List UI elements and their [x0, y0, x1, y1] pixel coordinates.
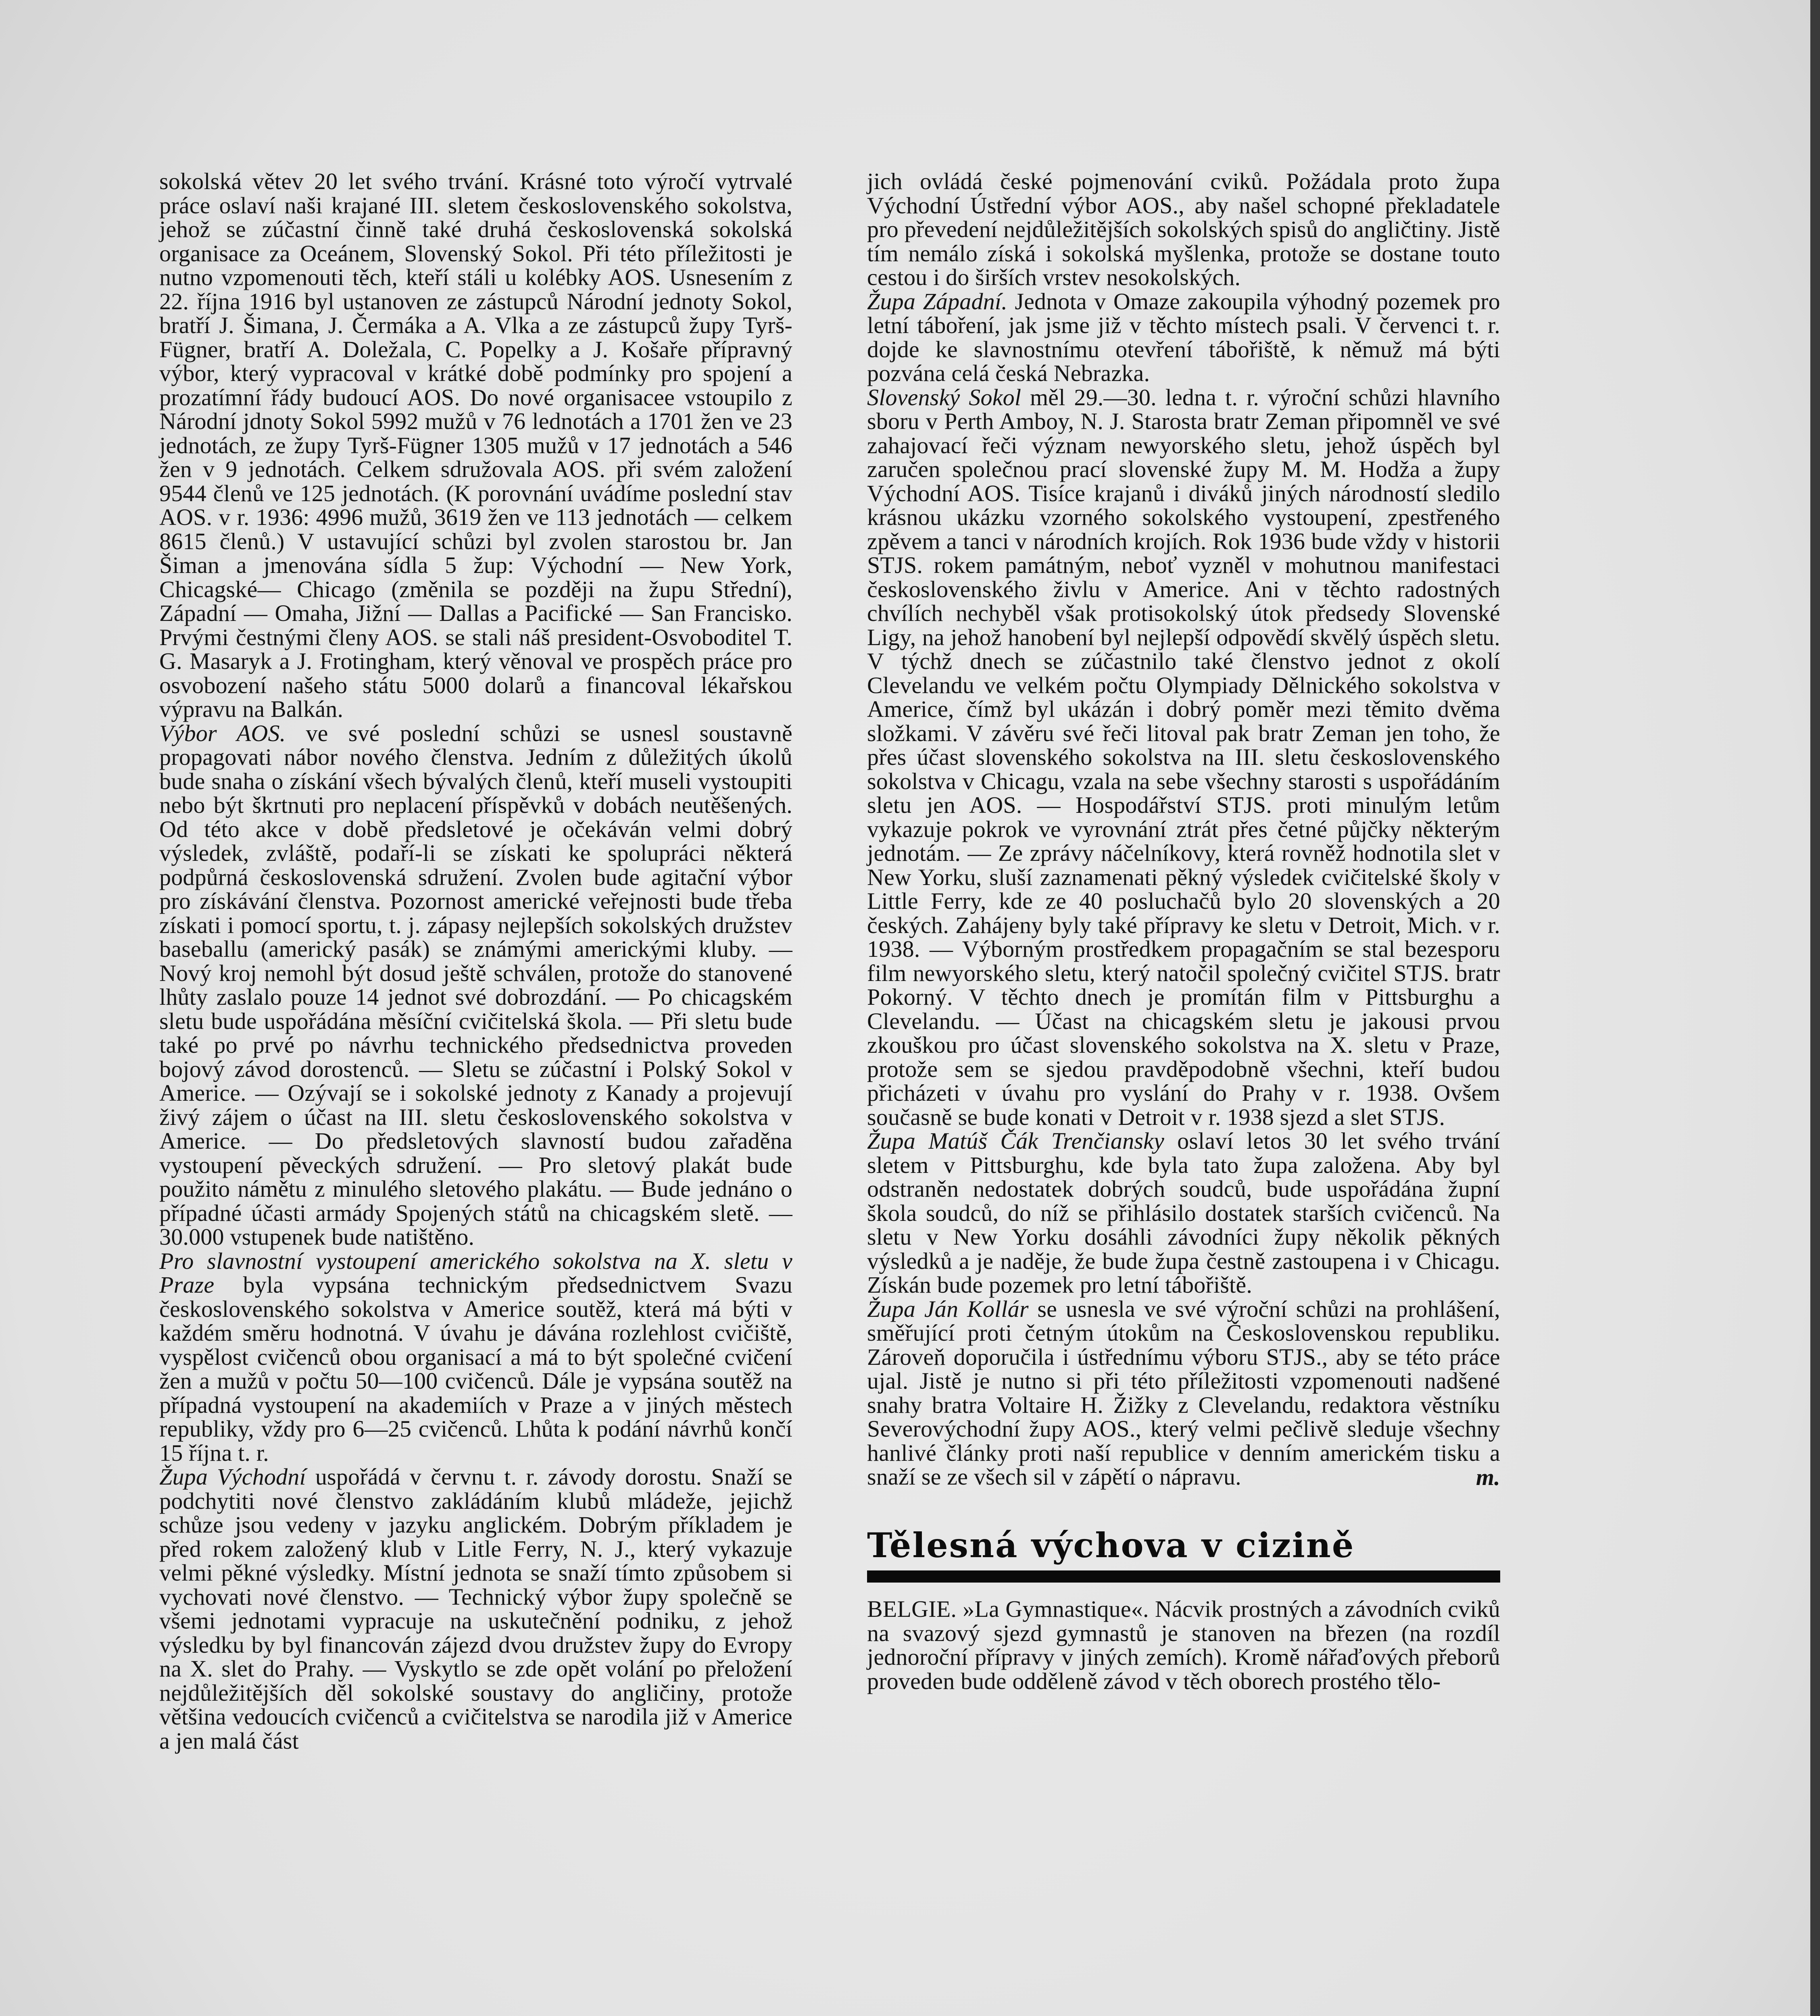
- section-heading: Tělesná výchova v cizině: [867, 1525, 1355, 1565]
- paragraph-continuation: jich ovládá české pojmenování cviků. Požádala proto župa Východní Ústřední výbor AOS., aby našel schopné překladatele pro převedení nejdůležitějších sokolských spisů do angličtiny. Jistě tím nemálo získá i sokolská myšlenka, protože se dostane touto cestou i do širších vrstev nesokolských.: [867, 168, 1500, 290]
- paragraph-zupa-vychodni: [159, 1465, 792, 1753]
- paragraph-slavnostni-vystoupeni: [159, 1249, 792, 1465]
- paragraph-aos-history: sokolská větev 20 let svého trvání. Krásné toto výročí vytrvalé práce oslaví naši krajané III. sletem československého sokolstva, jehož se zúčastní činně také druhá československá sokolská organisace za Oceánem, Slovenský Sokol. Při této příležitosti je nutno vzpomenouti těch, kteří stáli u kolébky AOS. Usnesením z 22. října 1916 byl ustanoven ze zástupců Národní jednoty Sokol, bratří J. Šimana, J. Čermáka a A. Vlka a ze zástupců župy Tyrš-Fügner, bratří A. Doležala, C. Popelky a J. Košaře přípravný výbor, který vypracoval v krátké době podmínky pro spojení a prozatímní řády budoucí AOS. Do nové organisacee vstoupilo z Národní jdnoty Sokol 5992 mužů v 76 lednotách a 1701 žen ve 23 jednotách, ze župy Tyrš-Fügner 1305 mužů v 17 jednotách a 546 žen v 9 jednotách. Celkem sdružovala AOS. při svém založení 9544 členů ve 125 jednotách. (K porovnání uvádíme poslední stav AOS. v r. 1936: 4996 mužů, 3619 žen ve 113 jednotách — celkem 8615 členů.) V ustavující schůzi byl zvolen starostou br. Jan Šiman a jmenována sídla 5 žup: Východní — New York, Chicagské— Chicago (změnila se později na župu Střední), Západní — Omaha, Jižní — Dallas a Pacifické — San Francisko. Prvými čestnými členy AOS. se stali náš president-Osvoboditel T. G. Masaryk a J. Frotingham, který věnoval ve prospěch práce pro osvobození našeho státu 5000 dolarů a financoval lékařskou výpravu na Balkán.: [159, 168, 792, 722]
- body-slovensky-sokol: měl 29.—30. ledna t. r. výroční schůzi hlavního sboru v Perth Amboy, N. J. Starosta bratr Zeman připomněl ve své zahajovací řeči význam newyorského sletu, jehož úspěch byl zaručen společnou prací slovenské župy M. M. Hodža a župy Východní AOS. Tisíce krajanů i diváků jiných národností sledilo krásnou ukázku vzorného sokolského vystoupení, zpestřeného zpěvem a tanci v národních krojích. Rok 1936 bude vždy v historii STJS. rokem památným, neboť vyzněl v mohutnou manifestaci československého živlu v Americe. Ani v těchto radostných chvílích nechyběl však protisokolský útok předsedy Slovenské Ligy, na jehož hanobení byl nejlepší odpovědí skvělý úspěch sletu. V týchž dnech se zúčastnilo také členstvo jednot z okolí Clevelandu ve velkém počtu Olympiady Dělnického sokolstva v Americe, čímž byl ukázán i dobrý poměr mezi těmito dvěma složkami. V závěru své řeči litoval pak bratr Zeman jen toho, že přes účast slovenského sokolstva na III. sletu československého sokolstva v Chicagu, vzala na sebe všechny starosti s uspořádáním sletu jen AOS. — Hospodářství STJS. proti minulým letům vykazuje pokrok ve vyrovnání ztrát přes četné půjčky některým jednotám. — Ze zprávy náčelníkovy, která rovněž hodnotila slet v New Yorku, sluší zaznamenati pěkný výsledek cvičitelské školy v Little Ferry, kde ze 40 posluchačů bylo 20 slovenských a 20 českých. Zahájeny byly také přípravy ke sletu v Detroit, Mich. v r. 1938. — Výborným prostředkem propagačním se stal bezesporu film newyorského sletu, který natočil společný cvičitel STJS. bratr Pokorný. V těchto dnech je promítán film v Pittsburghu a Clevelandu. — Účast na chicagském sletu je jakousi prvou zkouškou pro účast slovenského sokolstva na X. sletu v Praze, protože sem se sjedou pravděpodobně všechni, kteří budou přicházeti v úvahu pro vyslání do Prahy v r. 1938. Ovšem současně se bude konati v Detroit v r. 1938 sjezd a slet STJS.: [867, 384, 1500, 1130]
- lead-zupa-jan-kollar: Župa Ján Kollár: [867, 1295, 1029, 1322]
- paragraph-zupa-jan-kollar: [867, 1297, 1500, 1489]
- paragraph-slovensky-sokol: [867, 385, 1500, 1129]
- author-signature: m.: [1476, 1464, 1500, 1490]
- scan-edge: [1810, 0, 1820, 2016]
- section-header: [867, 1525, 1500, 1583]
- body-slavnostni-vystoupeni: byla vypsána technickým předsednictvem Svazu československého sokolstva v Americe soutěž, která má býti v každém směru hodnotná. V úvahu je dávána rozlehlost cvičiště, vyspělost cvičenců obou organisací a má to být společné cvičení žen a mužů v počtu 50—100 cvičenců. Dále je vypsána soutěž na případná vystoupení na akademiích v Praze a v jiných městech republiky, vždy pro 6—25 cvičenců. Lhůta k podání návrhů končí 15 října t. r.: [159, 1272, 792, 1466]
- paragraph-zupa-matus-cak: [867, 1129, 1500, 1297]
- heading-rule: [867, 1570, 1500, 1583]
- body-zupa-vychodni: uspořádá v červnu t. r. závody dorostu. Snaží se podchytiti nové členstvo zakládáním klubů mládeže, jejichž schůze jsou vedeny v jazyku anglickém. Dobrým příkladem je před rokem založený klub v Litle Ferry, N. J., který vykazuje velmi pěkné výsledky. Místní jednota se snaží tímto způsobem si vychovati nové členstvo. — Technický výbor župy společně se všemi jednotami vypracuje na uskutečnění podniku, z jehož výsledku by byl financován zájezd dvou družstev župy do Evropy na X. slet do Prahy. — Vyskytlo se zde opět volání po přeložení nejdůležitějších děl sokolské soustavy do angličiny, protože většina vedoucích cvičenců a cvičitelstva se narodila již v Americe a jen malá část: [159, 1464, 792, 1754]
- lead-slovensky-sokol: Slovenský Sokol: [867, 384, 1022, 410]
- left-column: [159, 169, 792, 1753]
- lead-zupa-vychodni: Župa Východní: [159, 1464, 306, 1490]
- paragraph-belgie: BELGIE. »La Gymnastique«. Nácvik prostných a závodních cviků na svazový sjezd gymnastů je stanoven na březen (na rozdíl jednoroční přípravy v jiných zemích). Kromě nářaďových přeborů proveden bude odděleně závod v těch oborech prostého tělo-: [867, 1596, 1500, 1694]
- right-column: [867, 169, 1500, 1693]
- body-zupa-zapadni: Jednota v Omaze zakoupila výhodný pozemek pro letní táboření, jak jsme již v těchto místech psali. V červenci t. r. dojde ke slavnostnímu otevření tábořiště, k němuž má býti pozvána celá česká Nebrazka.: [867, 288, 1500, 386]
- lead-zupa-zapadni: Župa Západní.: [867, 288, 1007, 314]
- paragraph-vybor-aos: [159, 721, 792, 1249]
- lead-vybor-aos: Výbor AOS.: [159, 720, 286, 746]
- paragraph-zupa-zapadni: [867, 289, 1500, 385]
- body-zupa-matus-cak: oslaví letos 30 let svého trvání sletem v Pittsburghu, kde byla tato župa založena. Aby byl odstraněn nedostatek dobrých soudců, bude uspořádána župní škola soudců, do níž se přihlásilo dostatek starších cvičenců. Na sletu v New Yorku dosáhli závodníci župy několik pěkných výsledků a je naděje, že bude župa čestně zastoupena i v Chicagu. Získán bude pozemek pro letní tábořiště.: [867, 1128, 1500, 1298]
- body-vybor-aos: ve své poslední schůzi se usnesl soustavně propagovati nábor nového členstva. Jedním z důležitých úkolů bude snaha o získání všech bývalých členů, kteří museli vystoupiti nebo být škrtnuti pro neplacení příspěvků v dobách neutěšených. Od této akce v době předsletové je očekáván velmi dobrý výsledek, zvláště, podaří-li se získati ke spolupráci některá podpůrná československá sdružení. Zvolen bude agitační výbor pro získávání členstva. Pozornost americké veřejnosti bude třeba získati i pomocí sportu, t. j. zápasy nejlepších sokolských družstev baseballu (americký pasák) se známými americkými kluby. — Nový kroj nemohl být dosud ještě schválen, protože do stanovené lhůty zaslalo pouze 14 jednot své dobrozdání. — Po chicagském sletu bude uspořádána měsíční cvičitelská škola. — Při sletu bude také po prvé po návrhu technického předsednictva proveden bojový závod dorostenců. — Sletu se zúčastní i Polský Sokol v Americe. — Ozývají se i sokolské jednoty z Kanady a projevují živý zájem o účast na III. sletu československého sokolstva v Americe. — Do předsletových slavností budou zařaděna vystoupení pěveckých sdružení. — Pro sletový plakát bude použito námětu z minulého sletového plakátu. — Bude jednáno o případné účasti armády Spojených států na chicagském sletě. — 30.000 vstupenek bude natištěno.: [159, 720, 792, 1250]
- lead-slavnostni-vystoupeni: Pro slavnostní vystoupení amerického sokolstva na X. sletu v Praze: [159, 1248, 792, 1298]
- lead-zupa-matus-cak: Župa Matúš Čák Trenčiansky: [867, 1128, 1164, 1154]
- body-zupa-jan-kollar: se usnesla ve své výroční schůzi na prohlášení, směřující proti četným útokům na Československou republiku. Zároveň doporučila i ústřednímu výboru STJS., aby se této práce ujal. Jistě je nutno si při této příležitosti vzpomenouti nadšené snahy bratra Voltaire H. Žižky z Clevelandu, redaktora věstníku Severovýchodní župy AOS., který velmi pečlivě sleduje všechny hanlivé články proti naší republice v denním americkém tisku a snaží se ze všech sil v zápětí o nápravu.: [867, 1295, 1500, 1490]
